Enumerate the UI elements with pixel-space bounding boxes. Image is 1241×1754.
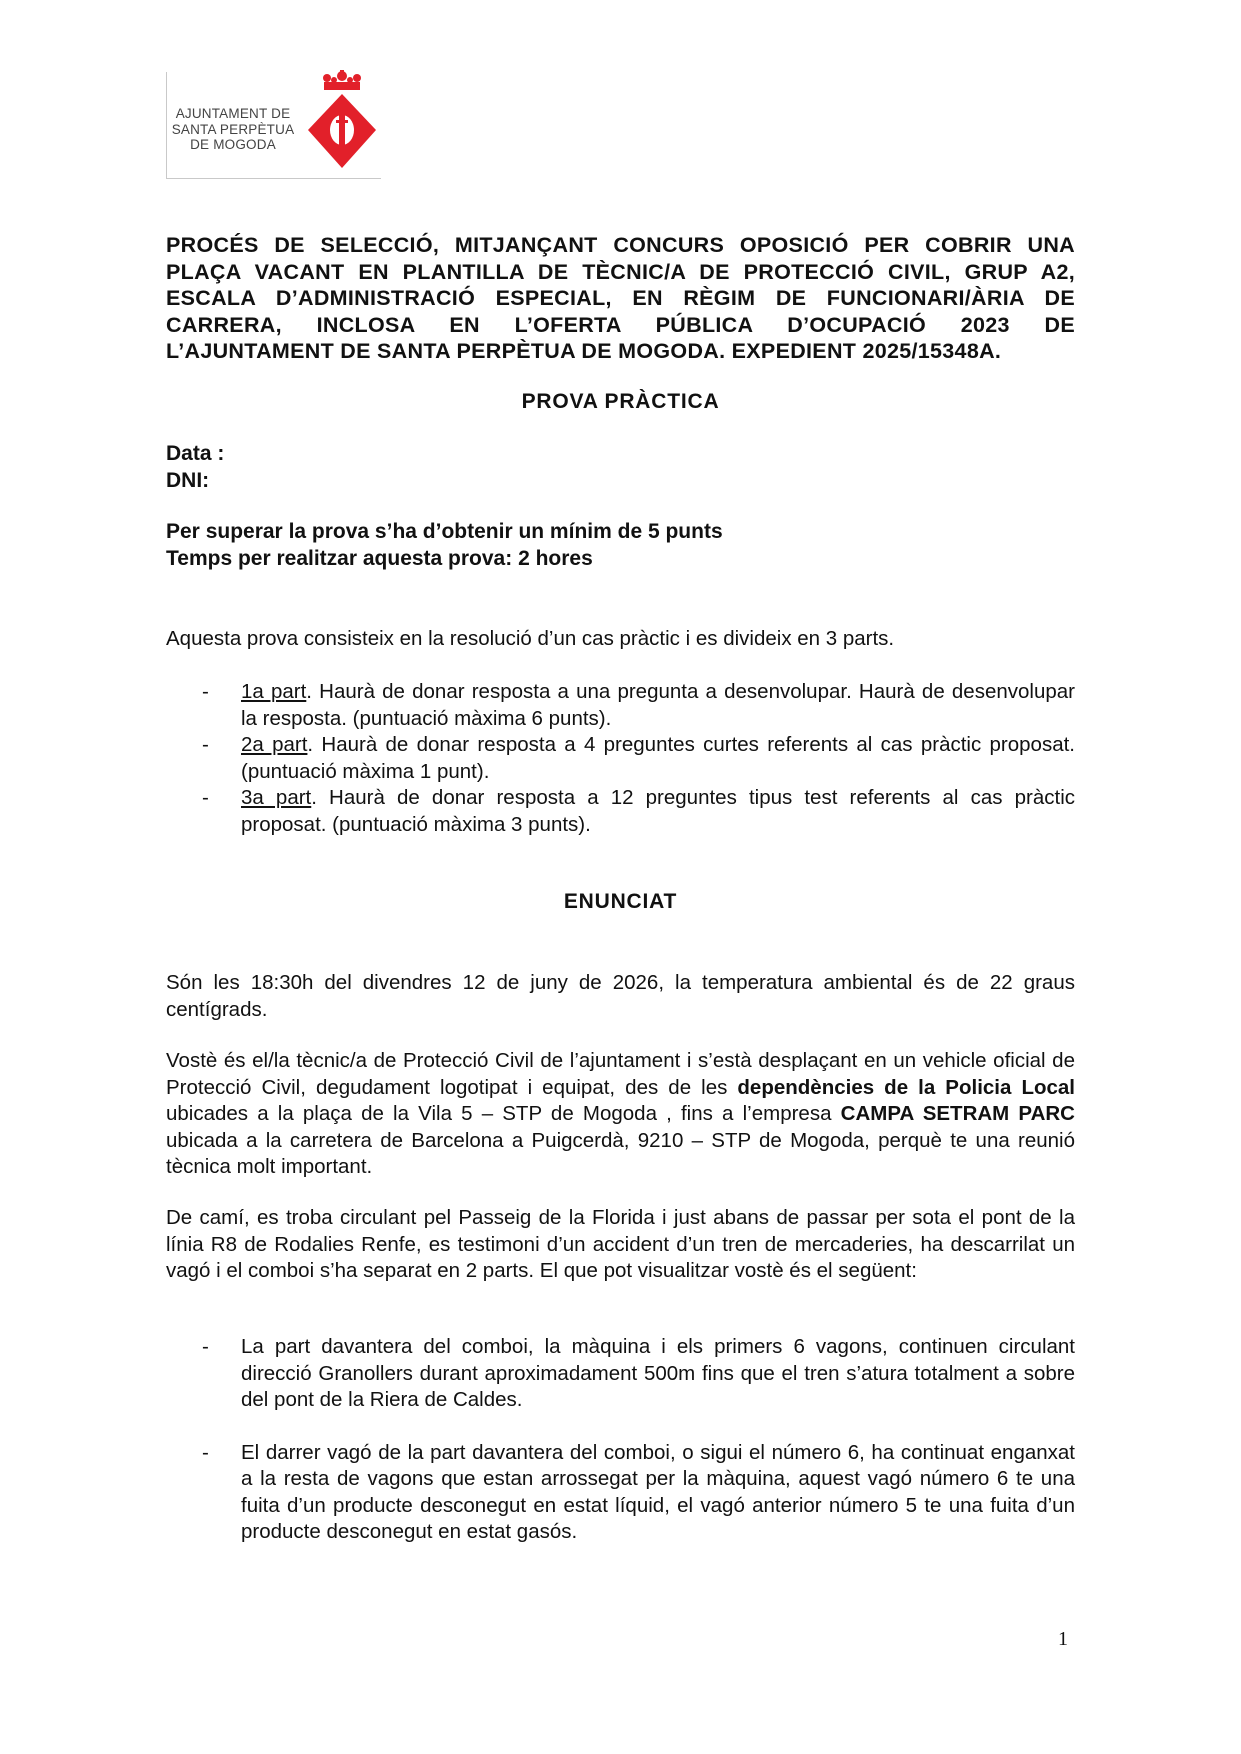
page-number: 1 (1058, 1628, 1068, 1650)
prova-title: PROVA PRÀCTICA (521, 390, 720, 413)
municipal-crest-icon (307, 70, 377, 178)
accident-details-list (166, 1334, 1075, 1546)
logo-line-3: DE MOGODA (190, 137, 276, 152)
part-label: 1a part (241, 680, 307, 703)
paragraph-time: Són les 18:30h del divendres 12 de juny de 2026, la temperatura ambiental és de 22 graus centígrads. (166, 971, 1075, 1021)
intro-paragraph: Aquesta prova consisteix en la resolució d’un cas pràctic i es divideix en 3 parts. (166, 627, 895, 650)
parts-list (166, 679, 1075, 838)
document-heading (166, 232, 1075, 365)
logo-line-2: SANTA PERPÈTUA (171, 121, 295, 137)
ajuntament-logo (166, 72, 381, 179)
logo-line-1: AJUNTAMENT DE (175, 106, 291, 121)
part-label: 2a part (241, 733, 308, 756)
list-item: - La part davantera del comboi, la màquina i els primers 6 vagons, continuen circulant direcció Granollers durant aproximadament 500m fins que el tren s’atura totalment a sobre del pont de la Riera de Caldes. (202, 1335, 1075, 1411)
min-score-rule: Per superar la prova s’ha d’obtenir un mínim de 5 punts (166, 520, 723, 543)
bold-location-police: dependències de la Policia Local (737, 1075, 1075, 1099)
heading-text: PROCÉS DE SELECCIÓ, MITJANÇANT CONCURS OPOSICIÓ PER COBRIR UNA PLAÇA VACANT EN PLANTILLA DE TÈCNIC/A DE PROTECCIÓ CIVIL, GRUP A2, ESCALA D’ADMINISTRACIÓ ESPECIAL, EN RÈGIM DE FUNCIONARI/ÀRIA DE CARRERA, INCLOSA EN L’OFERTA PÚBLICA D’OCUPACIÓ 2023 DE (166, 233, 1075, 337)
list-item: - 1a part. Haurà de donar resposta a una pregunta a desenvolupar. Haurà de desenvolupar la resposta. (puntuació màxima 6 punts). (202, 680, 1075, 730)
bold-company-name: CAMPA SETRAM PARC (840, 1102, 1075, 1125)
logo-text (169, 106, 297, 153)
time-rule: Temps per realitzar aquesta prova: 2 hores (166, 547, 593, 570)
list-item: - El darrer vagó de la part davantera del comboi, o sigui el número 6, ha continuat enganxat a la resta de vagons que estan arrossegat per la màquina, aquest vagó número 6 te una fuita d’un producte desconegut en estat líquid, el vagó anterior número 5 te una fuita d’un producte desconegut en estat gasós. (202, 1440, 1075, 1543)
list-item: - 3a part. Haurà de donar resposta a 12 preguntes tipus test referents al cas pràctic proposat. (puntuació màxima 3 punts). (202, 786, 1075, 836)
list-item: - 2a part. Haurà de donar resposta a 4 preguntes curtes referents al cas pràctic proposat. (puntuació màxima 1 punt). (202, 733, 1075, 783)
paragraph-accident: De camí, es troba circulant pel Passeig de la Florida i just abans de passar per sota el pont de la línia R8 de Rodalies Renfe, es testimoni d’un accident d’un tren de mercaderies, ha descarrilat un vagó i el comboi s’ha separat en 2 parts. El que pot visualitzar vostè és el següent: (166, 1206, 1075, 1282)
paragraph-role: Vostè és el/la tècnic/a de Protecció Civil de l’ajuntament i s’està desplaçant en un vehicle oficial de Protecció Civil, degudament logotipat i equipat, des de les dependències de la Policia Local ubicades a la plaça de la Vila 5 – STP de Mogoda , fins a l’empresa CAMPA SETRAM PARC ubicada a la carretera de Barcelona a Puigcerdà, 9210 – STP de Mogoda, perquè te una reunió tècnica molt important. (166, 1049, 1075, 1178)
part-label: 3a part (241, 786, 312, 809)
dni-field-label: DNI: (166, 469, 210, 492)
data-field-label: Data : (166, 442, 225, 465)
heading-last-line: L’AJUNTAMENT DE SANTA PERPÈTUA DE MOGODA. EXPEDIENT 2025/15348A. (166, 339, 1002, 363)
enunciat-title: ENUNCIAT (563, 890, 678, 913)
